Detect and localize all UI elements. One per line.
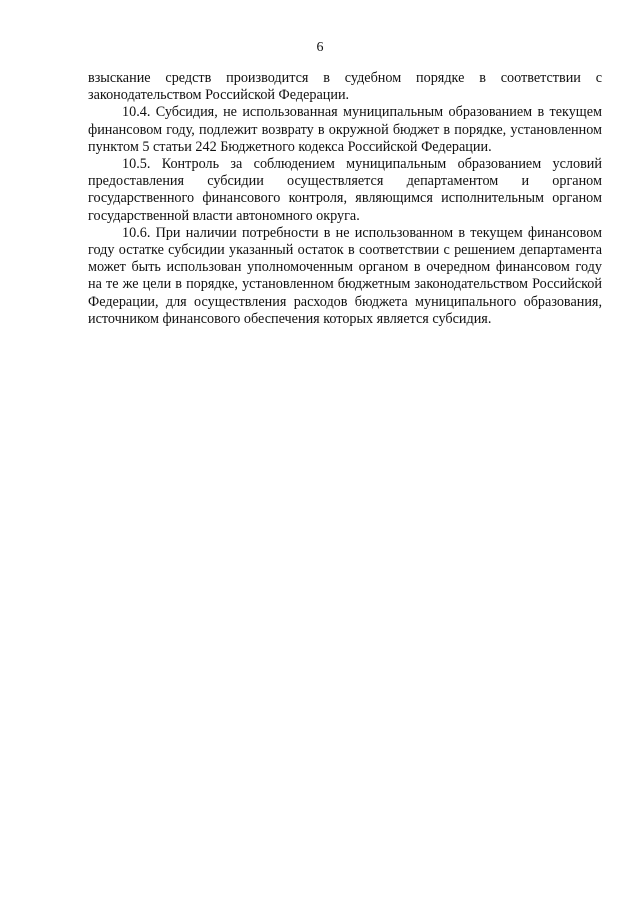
paragraph-10-5: 10.5. Контроль за соблюдением муниципальным образованием условий предоставления субсидии осуществляется департаментом и органом государственного финансового контроля, являющимся исполнительным органом государственной власти автономного округа. bbox=[88, 156, 602, 224]
paragraph-10-6: 10.6. При наличии потребности в не использованном в текущем финансовом году остатке субсидии указанный остаток в соответствии с решением департамента может быть использован уполномоченным органом в очередном финансовом году на те же цели в порядке, установленном бюджетным законодательством Российской Федерации, для осуществления расходов бюджета муниципального образования, источником финансового обеспечения которых является субсидия. bbox=[88, 224, 602, 327]
paragraph-10-4: 10.4. Субсидия, не использованная муниципальным образованием в текущем финансовом году, подлежит возврату в окружной бюджет в порядке, установленном пунктом 5 статьи 242 Бюджетного кодекса Российской Федерации. bbox=[88, 104, 602, 155]
document-body bbox=[88, 70, 602, 328]
paragraph-continuation: взыскание средств производится в судебном порядке в соответствии с законодательством Российской Федерации. bbox=[88, 70, 602, 104]
page-number: 6 bbox=[316, 40, 324, 55]
